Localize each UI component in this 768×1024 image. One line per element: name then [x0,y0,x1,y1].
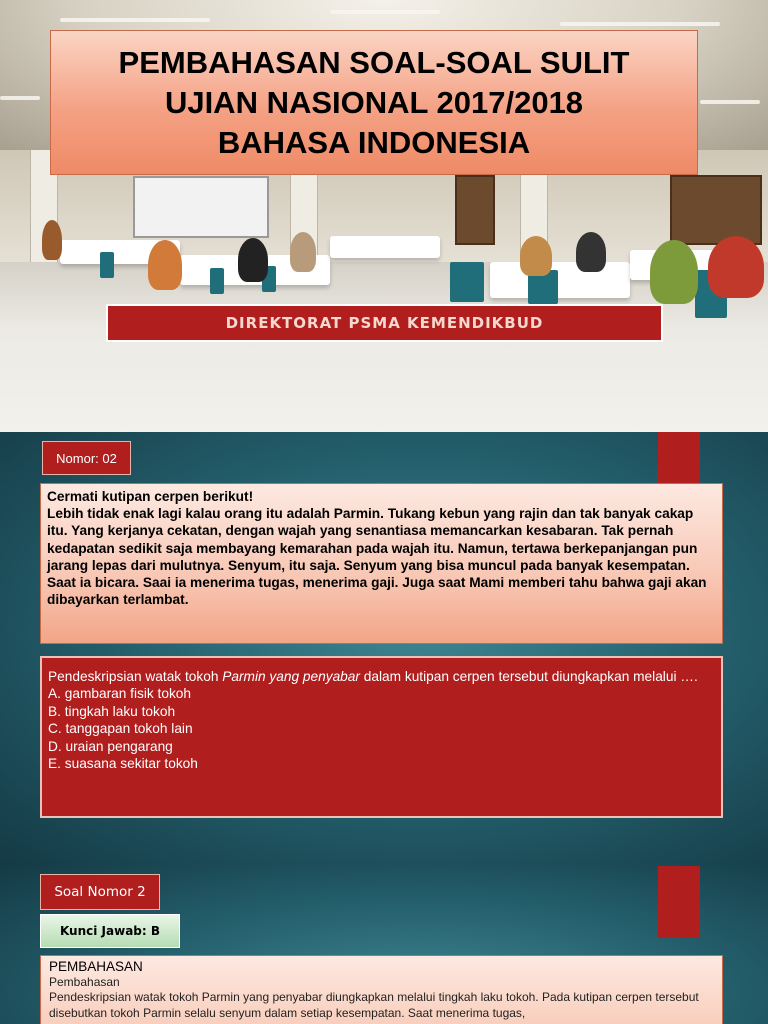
explanation-subtitle: Pembahasan [49,975,120,989]
option-b[interactable]: B. tingkah laku tokoh [48,703,176,719]
question-text [48,668,715,685]
explanation-title: PEMBAHASAN [49,959,143,974]
participant [42,220,62,260]
ceiling-light [0,96,40,100]
ceiling-light [60,18,210,22]
title-slide [0,0,768,432]
question-number: Nomor: 02 [42,441,131,475]
directorate-banner [106,304,663,342]
explanation-box [40,955,723,1024]
meeting-table [330,236,440,258]
passage-intro: Cermati kutipan cerpen berikut! [47,489,254,504]
chair [210,268,224,294]
door [455,175,495,245]
passage-box [40,483,723,644]
door [670,175,762,245]
passage-text: Lebih tidak enak lagi kalau orang itu adalah Parmin. Tukang kebun yang rajin dan tak banyak cakap itu. Yang kerjanya cekatan, dengan wajah yang senantiasa memancarkan kesabaran. Tak pernah kedapatan sedikit saja membayang kemarahan pada wajah itu. Namun, tertawa berkepanjangan pun jarang lepas dari mulutnya. Senyum, itu saja. Senyum yang bisa muncul pada banyak kesempatan. Saat ia bicara. Saai ia menerima tugas, menerima gaji. Juga saat Mami memberi tahu bahwa gaji akan dibayarkan terlambat. [47,506,707,608]
ceiling-light [700,100,760,104]
question-box [40,656,723,818]
question-emphasis: Parmin yang penyabar [222,669,360,684]
chair [450,262,484,302]
participant [290,232,316,272]
ceiling-light [330,10,440,14]
participant [650,240,698,304]
title-line-1: PEMBAHASAN SOAL-SOAL SULIT [118,44,630,80]
participant [238,238,268,282]
ceiling-light [560,22,720,26]
option-c[interactable]: C. tanggapan tokoh lain [48,721,193,737]
answer-key: Kunci Jawab: B [40,914,180,948]
participant [708,236,764,298]
red-tab [658,432,700,484]
title-line-2: UJIAN NASIONAL 2017/2018 [164,84,584,120]
directorate-label: DIREKTORAT PSMA KEMENDIKBUD [225,314,544,332]
title-line-3: BAHASA INDONESIA [217,124,531,160]
red-tab [658,866,700,938]
meeting-table [490,262,630,298]
participant [520,236,552,276]
question-text-end: dalam kutipan cerpen tersebut diungkapkan melalui …. [359,669,698,684]
participant [576,232,606,272]
explanation-text: Pendeskripsian watak tokoh Parmin yang penyabar diungkapkan melalui tingkah laku tokoh. Pada kutipan cerpen tersebut disebutkan tokoh Parmin selalu senyum dalam setiap kesempatan. Saat menerima tugas, [49,990,699,1020]
question-text-start: Pendeskripsian watak tokoh [48,669,223,684]
soal-number: Soal Nomor 2 [40,874,160,910]
option-e[interactable]: E. suasana sekitar tokoh [48,756,198,772]
option-d[interactable]: D. uraian pengarang [48,738,173,754]
question-slide [0,432,768,864]
answer-slide [0,864,768,1024]
title-box [50,30,698,175]
chair [100,252,114,278]
participant [148,240,182,290]
option-a[interactable]: A. gambaran fisik tokoh [48,686,192,702]
projector-screen [133,176,269,238]
